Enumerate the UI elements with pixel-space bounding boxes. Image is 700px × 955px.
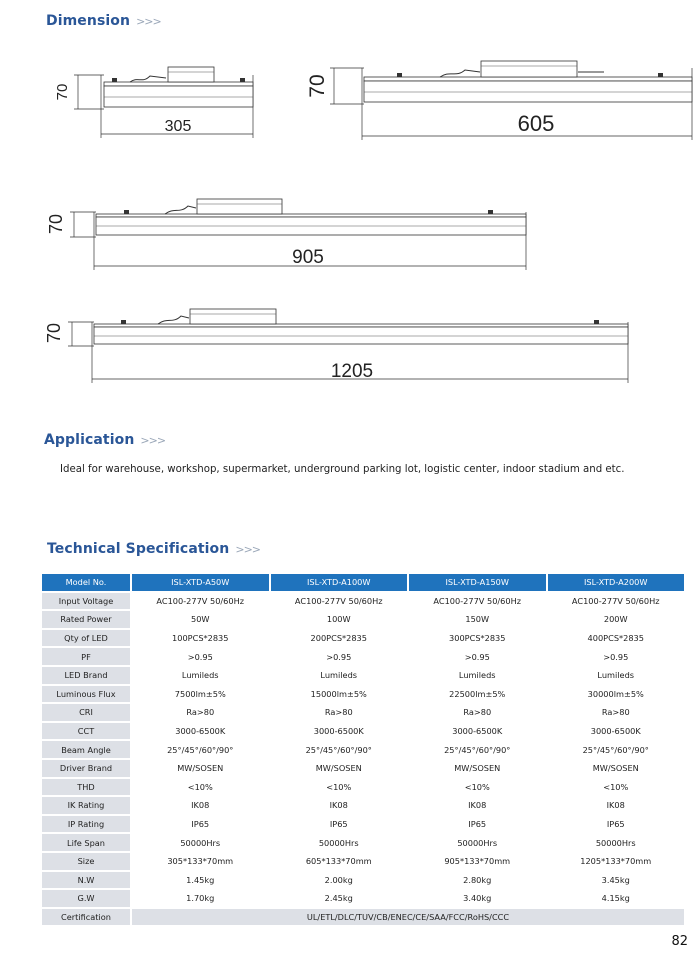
chevron-right-icon: >>> — [140, 434, 166, 447]
dimension-drawings — [0, 0, 700, 420]
cell-value: MW/SOSEN — [132, 760, 269, 777]
cell-value: 150W — [409, 611, 546, 628]
table-row — [42, 797, 684, 814]
cell-value: Lumileds — [548, 667, 685, 684]
cell-value: 3000-6500K — [548, 723, 685, 740]
cell-value: >0.95 — [271, 648, 408, 665]
cell-value: Ra>80 — [271, 704, 408, 721]
row-label: PF — [42, 648, 130, 665]
cell-value: 100PCS*2835 — [132, 630, 269, 647]
header-model-4: ISL-XTD-A200W — [548, 574, 685, 591]
application-title — [44, 432, 165, 448]
cell-value: 25°/45°/60°/90° — [548, 741, 685, 758]
cell-value: IP65 — [132, 816, 269, 833]
cell-value: 2.00kg — [271, 872, 408, 889]
cell-value: MW/SOSEN — [409, 760, 546, 777]
cell-value: Lumileds — [132, 667, 269, 684]
fixture-drawing-605 — [330, 61, 692, 140]
spec-title-text: Technical Specification — [47, 541, 230, 557]
row-label: CCT — [42, 723, 130, 740]
cell-value: MW/SOSEN — [271, 760, 408, 777]
cell-value: 3.40kg — [409, 890, 546, 907]
fixture-drawing-305 — [74, 67, 253, 138]
cell-value: 1.70kg — [132, 890, 269, 907]
table-row — [42, 872, 684, 889]
cell-value: 3.45kg — [548, 872, 685, 889]
cell-value: AC100-277V 50/60Hz — [132, 593, 269, 610]
table-row — [42, 741, 684, 758]
cell-value: 300PCS*2835 — [409, 630, 546, 647]
cell-value: IP65 — [271, 816, 408, 833]
cell-value: 305*133*70mm — [132, 853, 269, 870]
cell-value: 2.80kg — [409, 872, 546, 889]
length-label-1205: 1205 — [330, 361, 374, 382]
table-row — [42, 630, 684, 647]
cell-value: 1.45kg — [132, 872, 269, 889]
cell-value: >0.95 — [409, 648, 546, 665]
row-label: Size — [42, 853, 130, 870]
row-label: Luminous Flux — [42, 686, 130, 703]
cell-value: <10% — [132, 779, 269, 796]
table-row — [42, 760, 684, 777]
cell-value: Ra>80 — [548, 704, 685, 721]
chevron-right-icon: >>> — [235, 543, 261, 556]
cell-value: 50000Hrs — [132, 834, 269, 851]
cell-value: 25°/45°/60°/90° — [409, 741, 546, 758]
row-label: Life Span — [42, 834, 130, 851]
cell-value: 1205*133*70mm — [548, 853, 685, 870]
cell-value: 4.15kg — [548, 890, 685, 907]
cell-value: IP65 — [409, 816, 546, 833]
cell-value: 25°/45°/60°/90° — [132, 741, 269, 758]
row-label: CRI — [42, 704, 130, 721]
cell-value: 100W — [271, 611, 408, 628]
spec-table-body — [42, 593, 684, 926]
row-label: LED Brand — [42, 667, 130, 684]
page-number: 82 — [671, 934, 688, 949]
table-row — [42, 723, 684, 740]
spec-title — [47, 541, 260, 557]
table-row — [42, 779, 684, 796]
cell-value: 50000Hrs — [548, 834, 685, 851]
cell-value: <10% — [409, 779, 546, 796]
cell-value: 3000-6500K — [132, 723, 269, 740]
header-model-2: ISL-XTD-A100W — [271, 574, 408, 591]
header-model-1: ISL-XTD-A50W — [132, 574, 269, 591]
cell-value: 3000-6500K — [409, 723, 546, 740]
table-row — [42, 611, 684, 628]
row-label: THD — [42, 779, 130, 796]
cell-value: Lumileds — [409, 667, 546, 684]
table-row — [42, 686, 684, 703]
cell-value: MW/SOSEN — [548, 760, 685, 777]
height-label-605: 70 — [306, 74, 329, 98]
row-label: G.W — [42, 890, 130, 907]
cell-value: 905*133*70mm — [409, 853, 546, 870]
cell-value: 25°/45°/60°/90° — [271, 741, 408, 758]
table-row — [42, 704, 684, 721]
cell-value: AC100-277V 50/60Hz — [409, 593, 546, 610]
cell-value: 50000Hrs — [271, 834, 408, 851]
row-label: Driver Brand — [42, 760, 130, 777]
cell-value: IP65 — [548, 816, 685, 833]
cell-value: 50W — [132, 611, 269, 628]
cell-value: IK08 — [271, 797, 408, 814]
header-model-3: ISL-XTD-A150W — [409, 574, 546, 591]
certification-row — [42, 909, 684, 926]
table-row — [42, 667, 684, 684]
cell-value: Ra>80 — [409, 704, 546, 721]
cell-value: 2.45kg — [271, 890, 408, 907]
row-label: N.W — [42, 872, 130, 889]
cell-value: IK08 — [132, 797, 269, 814]
dimension-title-text: Dimension — [46, 13, 131, 29]
table-row — [42, 853, 684, 870]
cell-value: IK08 — [409, 797, 546, 814]
table-row — [42, 648, 684, 665]
chevron-right-icon: >>> — [136, 15, 161, 28]
application-title-text: Application — [44, 432, 135, 448]
cell-value: 7500lm±5% — [132, 686, 269, 703]
table-row — [42, 816, 684, 833]
length-label-905: 905 — [292, 247, 324, 268]
row-label: IP Rating — [42, 816, 130, 833]
cell-value: 22500lm±5% — [409, 686, 546, 703]
cell-value: Ra>80 — [132, 704, 269, 721]
cell-value: 400PCS*2835 — [548, 630, 685, 647]
height-label-905: 70 — [46, 213, 66, 235]
cell-value: 50000Hrs — [409, 834, 546, 851]
height-label-1205: 70 — [44, 322, 64, 344]
cell-value: AC100-277V 50/60Hz — [548, 593, 685, 610]
cell-value: <10% — [271, 779, 408, 796]
cell-value: 30000lm±5% — [548, 686, 685, 703]
spec-header-row — [42, 574, 684, 591]
cell-value: >0.95 — [132, 648, 269, 665]
cell-value: >0.95 — [548, 648, 685, 665]
table-row — [42, 890, 684, 907]
cell-value: 200W — [548, 611, 685, 628]
cell-value: AC100-277V 50/60Hz — [271, 593, 408, 610]
row-label: Qty of LED — [42, 630, 130, 647]
cell-value: 200PCS*2835 — [271, 630, 408, 647]
length-label-605: 605 — [517, 111, 555, 136]
table-row — [42, 834, 684, 851]
table-row — [42, 593, 684, 610]
dimension-drawings-svg — [0, 0, 700, 420]
length-label-305: 305 — [164, 118, 192, 135]
cell-value: IK08 — [548, 797, 685, 814]
cell-value: Lumileds — [271, 667, 408, 684]
height-label-305: 70 — [54, 83, 71, 101]
cell-value: 15000lm±5% — [271, 686, 408, 703]
header-model-no: Model No. — [42, 574, 130, 591]
application-description: Ideal for warehouse, workshop, supermarket, underground parking lot, logistic center, indoor stadium and etc. — [60, 464, 625, 475]
cell-value: 605*133*70mm — [271, 853, 408, 870]
spec-table — [40, 572, 686, 927]
row-label: Beam Angle — [42, 741, 130, 758]
row-label: Certification — [42, 909, 130, 926]
certification-value: UL/ETL/DLC/TUV/CB/ENEC/CE/SAA/FCC/RoHS/CCC — [132, 909, 684, 926]
cell-value: 3000-6500K — [271, 723, 408, 740]
row-label: Rated Power — [42, 611, 130, 628]
cell-value: <10% — [548, 779, 685, 796]
row-label: IK Rating — [42, 797, 130, 814]
row-label: Input Voltage — [42, 593, 130, 610]
